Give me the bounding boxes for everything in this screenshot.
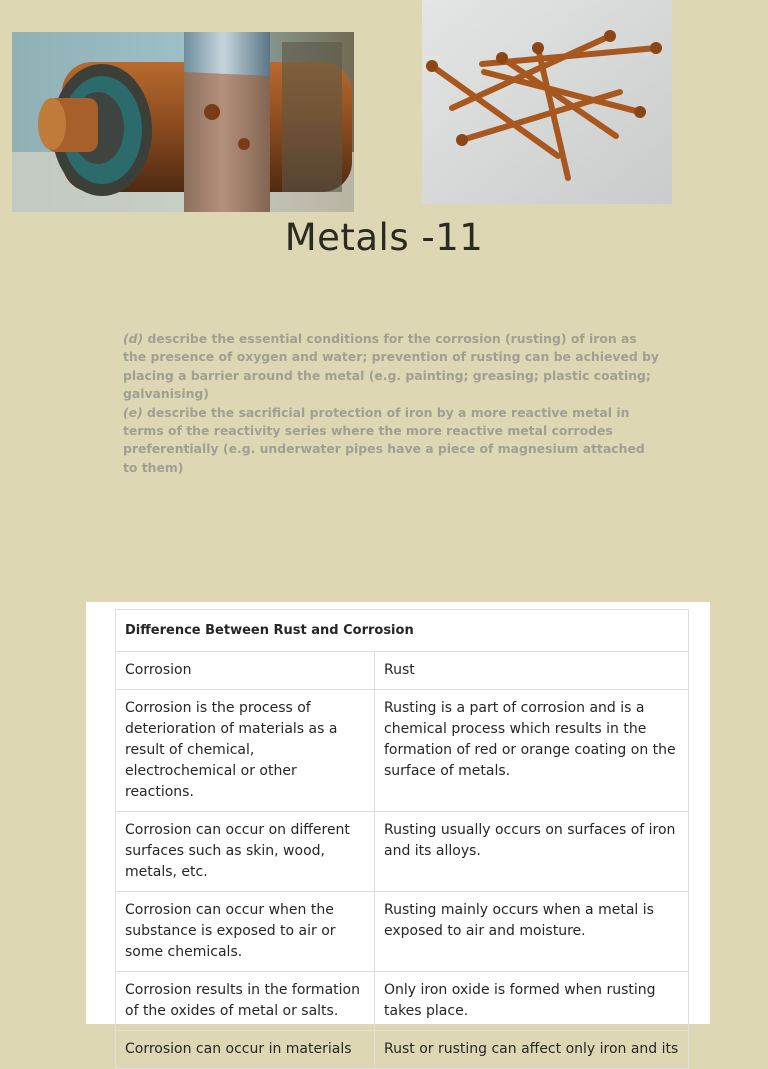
table-row — [116, 1031, 689, 1069]
column-header-rust: Rust — [375, 652, 689, 690]
objective-d — [123, 330, 663, 404]
table-cell-corrosion: Corrosion can occur on different surfaces such as skin, wood, metals, etc. — [116, 812, 375, 892]
objective-tag: (e) — [123, 404, 143, 420]
table-cell-rust: Rust or rusting can affect only iron and its — [375, 1031, 689, 1069]
slide-title: Metals -11 — [284, 216, 484, 259]
table-heading: Difference Between Rust and Corrosion — [116, 610, 689, 652]
table-cell-corrosion: Corrosion can occur when the substance is exposed to air or some chemicals. — [116, 892, 375, 972]
rusty-pipe-illustration — [12, 32, 354, 212]
objective-tag: (d) — [123, 331, 144, 346]
table-row — [116, 972, 689, 1031]
column-header-corrosion: Corrosion — [116, 652, 375, 690]
rust-vs-corrosion-table-card — [86, 602, 710, 1057]
table-cell-rust: Rusting mainly occurs when a metal is exposed to air and moisture. — [375, 892, 689, 972]
rusty-nails-illustration — [422, 0, 672, 204]
table-cell-corrosion: Corrosion results in the formation of the oxides of metal or salts. — [116, 972, 375, 1031]
rusty-nails-photo — [422, 0, 672, 204]
table-cell-corrosion: Corrosion can occur in materials — [116, 1031, 375, 1069]
table-header-row — [116, 652, 689, 690]
table-cell-rust: Rusting is a part of corrosion and is a chemical process which results in the formation of red or orange coating on the surface of metals. — [375, 690, 689, 812]
table-heading-row — [116, 610, 689, 652]
table-row — [116, 690, 689, 812]
rust-vs-corrosion-table — [115, 609, 689, 1069]
table-row — [116, 812, 689, 892]
table-row — [116, 892, 689, 972]
learning-objectives — [123, 330, 663, 477]
table-cell-rust: Only iron oxide is formed when rusting takes place. — [375, 972, 689, 1031]
table-cell-rust: Rusting usually occurs on surfaces of iron and its alloys. — [375, 812, 689, 892]
table-cell-corrosion: Corrosion is the process of deterioration of materials as a result of chemical, electrochemical or other reactions. — [116, 690, 375, 812]
objective-e — [123, 404, 663, 478]
objective-text: describe the essential conditions for the corrosion (rusting) of iron as the presence of oxygen and water; prevention of rusting can be achieved by placing a barrier around the metal (e.g. painting; greasing; plastic coating; galvanising) — [123, 331, 660, 402]
objective-text: describe the sacrificial protection of iron by a more reactive metal in terms of the reactivity series where the more reactive metal corrodes preferentially (e.g. underwater pipes have a piece of magnesium attached to them) — [123, 404, 645, 475]
rusty-pipe-photo — [12, 32, 354, 212]
